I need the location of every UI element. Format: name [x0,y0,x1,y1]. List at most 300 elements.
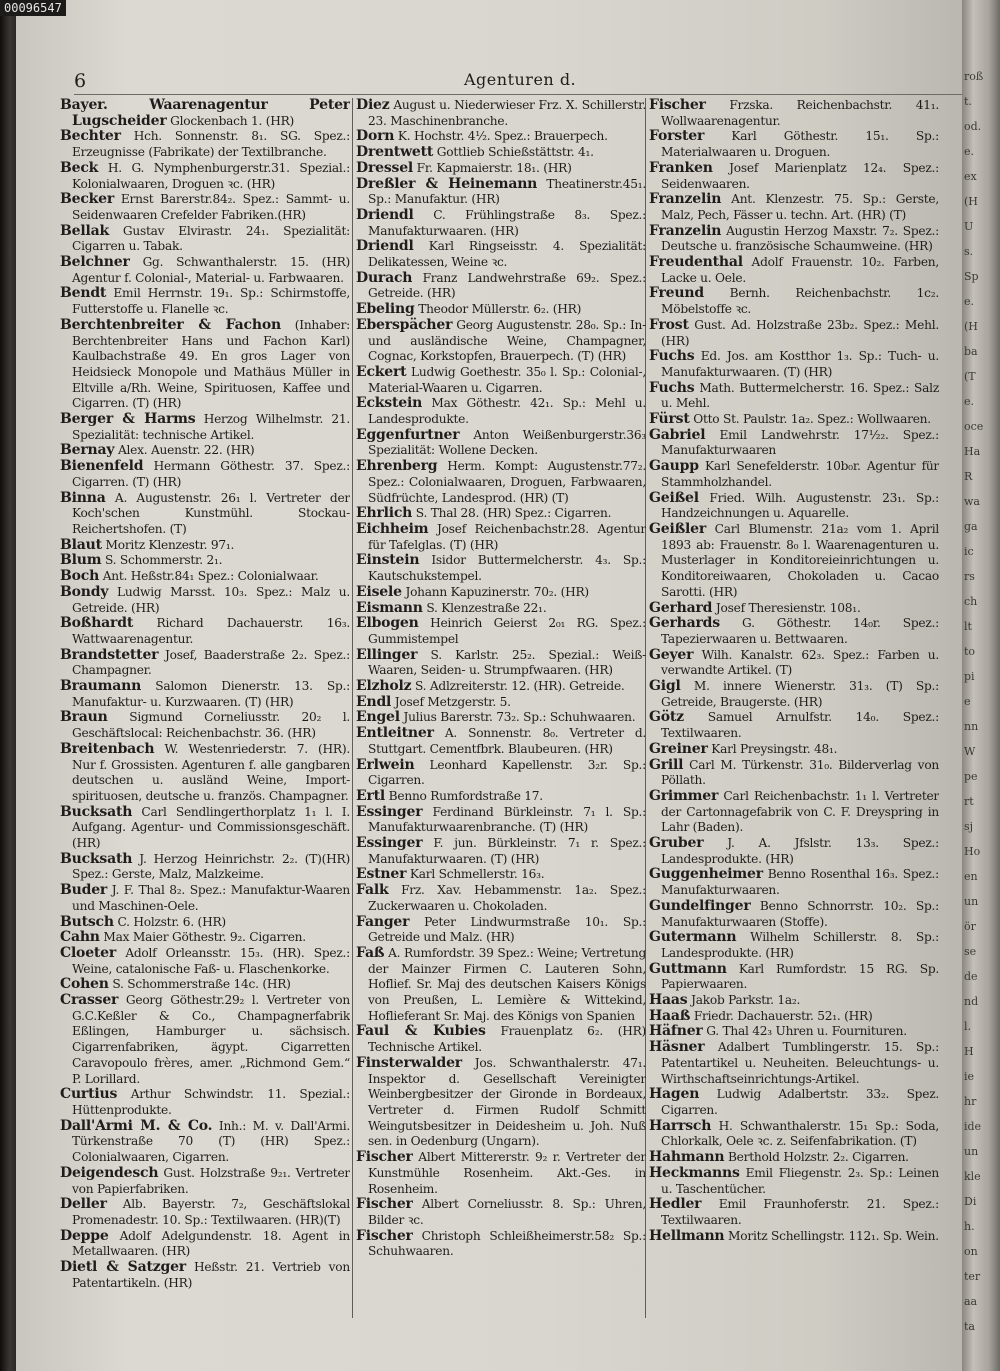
directory-entry [60,1197,350,1228]
facing-page-fragment: od. [964,120,982,133]
entry-name: Durach [356,269,413,286]
entry-details: H. Schwanthalerstr. 15₁ Sp.: Soda, Chlorkalk, Oele ꝛc. z. Seifenfabrikation. (T) [661,1118,939,1149]
directory-entry [649,286,939,317]
entry-details: Adolf Orleansstr. 15₃. (HR). Spez.: Weine, catalonische Faß- u. Flaschenkorke. [72,945,350,976]
entry-name: Grimmer [649,787,719,804]
entry-details: Frauenplatz 6₂. (HR) Technische Artikel. [368,1024,646,1055]
directory-entry [60,538,350,554]
directory-entry [649,899,939,930]
directory-entry [649,192,939,223]
facing-page-fragment: e [964,695,971,708]
facing-page-fragment: nd [964,995,979,1008]
entry-name: Haas [649,992,688,1009]
entry-details: Karl Schmellerstr. 16₃. [409,867,545,882]
entry-details: Karl Rumfordstr. 15 RG. Sp. Papierwaaren. [661,961,939,992]
directory-entry [60,286,350,317]
directory-entry [649,993,939,1009]
directory-entry [356,946,646,1025]
facing-page-fragment: lt [964,620,972,633]
facing-page-fragment: ie [964,1070,975,1083]
entry-name: Fuchs [649,379,695,396]
facing-page-fragment: hr [964,1095,977,1108]
facing-page-fragment: ör [964,920,976,933]
entry-details: Emil Fliegenstr. 2₃. Sp.: Leinen u. Taschentücher. [661,1165,939,1196]
entry-name: Elzholz [356,678,412,695]
entry-name: Bondy [60,583,109,600]
entry-name: Endl [356,693,392,710]
entry-name: Deppe [60,1227,109,1244]
directory-entry [649,412,939,428]
entry-name: Ehrenberg [356,458,438,475]
directory-entry [356,867,646,883]
directory-entry [649,1119,939,1150]
entry-details: August u. Niederwieser Frz. X. Schillerstr. 23. Maschinenbranche. [368,98,646,128]
entry-name: Hedler [649,1196,702,1213]
entry-details: Moritz Klenzestr. 97₁. [105,537,235,552]
entry-details: Samuel Arnulfstr. 14₀. Spez.: Textilwaaren. [661,710,939,741]
entry-details: Josef Theresienstr. 108₁. [715,600,861,615]
directory-entry [649,758,939,789]
facing-page-fragment: oce [964,420,984,433]
directory-entry [60,946,350,977]
entry-details: Richard Dachauerstr. 16₃. Wattwaarenagentur. [72,616,350,646]
directory-entry [649,1087,939,1118]
directory-entry [356,616,646,647]
entry-name: Boßhardt [60,615,134,632]
entry-name: Franzelin [649,191,722,208]
directory-entry [649,1197,939,1228]
directory-entry [356,585,646,601]
entry-name: Braun [60,709,108,726]
entry-name: Breitenbach [60,740,155,757]
entry-name: Dreßler & Heinemann [356,175,538,192]
entry-name: Ehrlich [356,505,413,522]
entry-details: Frz. Xav. Hebammenstr. 1a₂. Spez.: Zuckerwaaren u. Chokoladen. [368,883,646,913]
directory-entry [60,1087,350,1118]
directory-entry [649,491,939,522]
entry-name: Eckstein [356,395,423,412]
entry-name: Grill [649,756,684,773]
directory-entry [356,805,646,836]
entry-details: J. A. Jfslstr. 13₃. Spez.: Landesprodukte. (HR) [661,836,939,866]
entry-details: Jakob Parkstr. 1a₂. [691,993,801,1008]
entry-name: Götz [649,709,684,726]
entry-name: Guggenheimer [649,866,763,883]
facing-page-fragment: aa [964,1295,978,1308]
directory-entry [356,365,646,396]
entry-details: Herm. Kompt: Augustenstr.77₂. Spez.: Colonialwaaren, Droguen, Farbwaaren, Südfrüchte, Landesprod. (HR) (T) [368,459,646,505]
directory-entry [60,805,350,852]
entry-details: Ludwig Marsst. 10₃. Spez.: Malz u. Getreide. (HR) [72,584,350,615]
directory-entry [60,585,350,616]
directory-entry [649,255,939,286]
entry-details: A. Sonnenstr. 8₀. Vertreter d. Stuttgart. Cementfbrk. Blaubeuren. (HR) [368,726,646,756]
entry-details: Ernst Barerstr.84₂. Spez.: Sammt- u. Seidenwaaren Crefelder Fabriken.(HR) [72,192,350,222]
facing-page-fragment: pe [964,770,978,783]
entry-name: Gigl [649,678,681,695]
directory-entry [356,695,646,711]
entry-name: Gabriel [649,426,706,443]
facing-page-fragment: nn [964,720,979,733]
entry-details: S. Karlstr. 25₂. Spezial.: Weiß-Waaren, Seiden- u. Strumpfwaaren. (HR) [368,647,646,678]
entry-name: Diez [356,98,390,113]
entry-details: Moritz Schellingstr. 112₁. Sp. Wein. [728,1228,939,1243]
entry-name: Hahmann [649,1149,725,1166]
facing-page-fragment: rs [964,570,975,583]
facing-page-fragment: H [964,1045,974,1058]
directory-entry [356,302,646,318]
facing-page-fragment: to [964,645,976,658]
entry-name: Ebeling [356,301,415,318]
directory-entry [60,977,350,993]
facing-page-fragment: Ho [964,845,981,858]
facing-page-fragment: wa [964,495,980,508]
directory-entry [649,836,939,867]
facing-page-fragment: ba [964,345,978,358]
directory-entry [60,569,350,585]
directory-entry [649,318,939,349]
entry-details: Benno Schnorrstr. 10₂. Sp.: Manufakturwaaren (Stoffe). [661,898,939,929]
directory-entry [649,98,939,129]
facing-page-fragment: ch [964,595,978,608]
entry-name: Gruber [649,835,704,852]
entry-details: Ludwig Adalbertstr. 33₂. Spez. Cigarren. [661,1087,939,1117]
facing-page-fragment: s. [964,245,974,258]
entry-name: Dietl & Satzger [60,1259,186,1276]
entry-name: Fischer [356,1196,413,1213]
entry-details: Benno Rosenthal 16₃. Spez.: Manufakturwaaren. [661,867,939,898]
directory-entry [356,129,646,145]
entry-name: Franken [649,159,713,176]
entry-name: Gerhard [649,599,713,616]
entry-details: G. Thal 42₃ Uhren u. Fournituren. [706,1024,907,1039]
entry-name: Binna [60,489,106,506]
entry-name: Belchner [60,254,130,271]
entry-name: Estner [356,866,407,883]
entry-name: Driendl [356,206,414,223]
entry-details: W. Westenriederstr. 7. (HR). Nur f. Grossisten. Agenturen f. alle gangbaren deutschen u. ausländ Weine, Import-spirituosen, deutsche u. französ. Champagner. [72,741,350,803]
directory-entry [356,1024,646,1055]
directory-entry [356,1229,646,1260]
directory-entry [60,852,350,883]
entry-details: (Inhaber: Berchtenbreiter Hans und Fachon Karl) Kaulbachstraße 49. En gros Lager von Heidsieck Monopole und Mathäus Müller in Eltville a/Rh. Weine, Spirituosen, Kaffee und Cigarren. (T) (HR) [72,317,350,411]
directory-entry [356,161,646,177]
entry-name: Eggenfurtner [356,426,460,443]
entry-name: Blaut [60,536,102,553]
entry-name: Geißler [649,520,707,537]
directory-entry [356,710,646,726]
entry-name: Falk [356,882,389,899]
entry-name: Bellak [60,222,109,239]
entry-details: Heßstr. 21. Vertrieb von Patentartikeln. (HR) [72,1260,350,1290]
facing-page-fragment: ga [964,520,978,533]
entry-details: Albert Corneliusstr. 8. Sp.: Uhren, Bilder ꝛc. [368,1197,646,1227]
column-divider [352,98,353,1318]
facing-page-fragment: (H [964,195,978,208]
directory-entry [60,1260,350,1291]
entry-details: Carl Reichenbachstr. 1₁ l. Vertreter der Cartonnagefabrik von C. F. Dreyspring in Lahr (Baden). [661,788,939,835]
entry-name: Fürst [649,411,690,428]
entry-name: Berchtenbreiter & Fachon [60,316,281,333]
facing-page-fragment: e. [964,145,975,158]
directory-entry [60,129,350,160]
entry-name: Curtius [60,1086,118,1103]
entry-details: J. Herzog Heinrichstr. 2₂. (T)(HR) Spez.: Gerste, Malz, Malzkeime. [72,851,350,882]
directory-entry [356,679,646,695]
directory-entry [60,443,350,459]
directory-entry [60,1119,350,1166]
directory-entry [649,679,939,710]
next-page-edge [962,0,1000,1371]
running-head: Agenturen d. [464,70,577,89]
facing-page-fragment: e. [964,295,975,308]
entry-details: Augustin Herzog Maxstr. 7₂. Spez.: Deutsche u. französische Schaumweine. (HR) [661,223,939,254]
entry-name: Eckert [356,363,407,380]
entry-name: Finsterwalder [356,1054,462,1071]
directory-entry [356,1150,646,1197]
entry-details: Franz Landwehrstraße 69₂. Spez.: Getreide. (HR) [368,270,646,301]
entry-name: Dressel [356,159,414,176]
facing-page-fragment: de [964,970,978,983]
directory-entry [356,883,646,914]
entry-details: H. G. Nymphenburgerstr.31. Spezial.: Kolonialwaaren, Droguen ꝛc. (HR) [72,160,350,191]
facing-page-fragment: en [964,870,978,883]
directory-entry [649,459,939,490]
entry-details: Gottlieb Schießstättstr. 4₁. [436,145,594,160]
entry-details: Isidor Buttermelcherstr. 4₃. Sp.: Kautschukstempel. [368,553,646,584]
entry-details: Wilhelm Schillerstr. 8. Sp.: Landesprodukte. (HR) [661,930,939,960]
facing-page-fragment: ex [964,170,977,183]
directory-entry [649,1040,939,1087]
facing-page-fragment: Sp [964,270,979,283]
entry-name: Hellmann [649,1227,725,1244]
directory-entry [649,742,939,758]
entry-name: Gundelfinger [649,897,751,914]
entry-details: Herzog Wilhelmstr. 21. Spezialität: technische Artikel. [72,412,350,442]
entry-details: Hermann Göthestr. 37. Spez.: Cigarren. (T) (HR) [72,459,350,489]
entry-name: Guttmann [649,960,727,977]
directory-entry [649,616,939,647]
directory-entry [649,381,939,412]
entry-name: Fischer [356,1149,413,1166]
entry-details: Julius Barerstr. 73₂. Sp.: Schuhwaaren. [403,710,636,725]
entry-name: Entleitner [356,725,434,742]
entry-name: Blum [60,552,102,569]
entry-details: Josef Marienplatz 12₄. Spez.: Seidenwaaren. [661,160,939,191]
entry-name: Haaß [649,1007,691,1024]
directory-entry [60,679,350,710]
entry-name: Häsner [649,1039,705,1056]
facing-page-fragment: e. [964,395,975,408]
entry-name: Essinger [356,803,423,820]
entry-details: Christoph Schleißheimerstr.58₂ Sp.: Schuhwaaren. [368,1228,646,1259]
entry-details: Karl Senefelderstr. 10b₀r. Agentur für Stammholzhandel. [661,459,939,489]
entry-details: G. Göthestr. 14₀r. Spez.: Tapezierwaaren u. Bettwaaren. [661,616,939,646]
directory-entry [356,239,646,270]
entry-name: Fischer [356,1227,413,1244]
entry-name: Franzelin [649,222,722,239]
entry-details: Theatinerstr.45₁. Sp.: Manufaktur. (HR) [368,176,646,207]
entry-details: Friedr. Dachauerstr. 52₁. (HR) [693,1008,873,1023]
entry-details: Anton Weißenburgerstr.36₃ Spezialität: Wollene Decken. [368,427,646,458]
entry-name: Braumann [60,678,142,695]
facing-page-fragment: un [964,1145,979,1158]
directory-entry [356,1056,646,1150]
directory-entry [649,1009,939,1025]
entry-details: Adolf Adelgundenstr. 18. Agent in Metallwaaren. (HR) [72,1228,350,1259]
entry-details: Arthur Schwindstr. 11. Spezial.: Hüttenprodukte. [72,1087,350,1117]
entry-details: Max Göthestr. 42₁. Sp.: Mehl u. Landesprodukte. [368,396,646,427]
directory-entry [649,710,939,741]
directory-entry [649,930,939,961]
entry-name: Essinger [356,835,423,852]
facing-page-fragment: W [964,745,976,758]
directory-entry [356,648,646,679]
entry-name: Brandstetter [60,646,159,663]
entry-details: Gust. Ad. Holzstraße 23b₂. Spez.: Mehl. (HR) [661,317,939,348]
directory-entry [356,522,646,553]
directory-entry [356,428,646,459]
entry-details: Georg Göthestr.29₂ l. Vertreter von G.C.Keßler & Co., Champagnerfabrik Eßlingen, Hamburger u. sächsisch. Cigarrenfabriken, ägypt. Cigarretten Caravopoulo frères, amer. „Richmond Gem.“ P. Lorillard. [72,993,350,1086]
entry-name: Fuchs [649,348,695,365]
entry-name: Deller [60,1196,107,1213]
directory-entry [60,883,350,914]
entry-name: Fanger [356,913,410,930]
facing-page-fragment: rt [964,795,974,808]
directory-entry [60,161,350,192]
entry-details: Carl Blumenstr. 21a₂ vom 1. April 1893 ab: Frauenstr. 8₀ l. Waarenagenturen u. Musterlager in Konditoreieinrichtungen u. Konditoreiwaaren, Chokoladen u. Cacao Sarotti. (HR) [661,521,939,599]
directory-entry [60,648,350,679]
entry-details: Max Maier Göthestr. 9₂. Cigarren. [103,930,306,945]
entry-details: Benno Rumfordstraße 17. [388,788,543,803]
directory-entry [356,553,646,584]
entry-name: Heckmanns [649,1164,740,1181]
directory-entry [60,915,350,931]
entry-name: Eichheim [356,520,429,537]
entry-name: Bucksath [60,803,133,820]
entry-name: Eisele [356,583,402,600]
entry-details: Sigmund Corneliusstr. 20₂ l. Geschäftslocal: Reichenbachstr. 36. (HR) [72,710,350,741]
entry-details: Bernh. Reichenbachstr. 1c₂. Möbelstoffe ꝛc. [661,286,939,317]
entry-details: Gustav Elvirastr. 24₁. Spezialität: Cigarren u. Tabak. [72,223,350,254]
facing-page-fragment: un [964,895,979,908]
facing-page-fragment: ta [964,1320,975,1333]
directory-entry [356,1197,646,1228]
entry-name: Eismann [356,599,423,616]
entry-details: Frzska. Reichenbachstr. 41₁. Wollwaarenagentur. [661,98,939,128]
entry-details: Adolf Frauenstr. 10₂. Farben, Lacke u. Oele. [661,255,939,285]
entry-name: Deigendesch [60,1164,159,1181]
entry-details: Ferdinand Bürkleinstr. 7₁ l. Sp.: Manufakturwaarenbranche. (T) (HR) [368,804,646,835]
entry-name: Crasser [60,992,119,1009]
entry-name: Boch [60,568,100,585]
entry-details: Ant. Klenzestr. 75. Sp.: Gerste, Malz, Pech, Fässer u. techn. Art. (HR) (T) [661,192,939,222]
entry-name: Cohen [60,976,109,993]
entry-name: Cloeter [60,944,117,961]
directory-entry [649,648,939,679]
entry-name: Engel [356,709,400,726]
entry-details: Gg. Schwanthalerstr. 15. (HR) Agentur f. Colonial-, Material- u. Farbwaaren. [72,255,350,285]
directory-entry [356,506,646,522]
entry-details: Alb. Bayerstr. 7₂, Geschäftslokal Promenadestr. 10. Sp.: Textilwaaren. (HR)(T) [72,1197,350,1227]
entry-details: S. Schommerstr. 2₁. [104,553,223,568]
directory-entry [60,459,350,490]
facing-page-fragment: Ha [964,445,981,458]
entry-details: Ant. Heßstr.84₁ Spez.: Colonialwaar. [102,569,319,584]
entry-details: Ludwig Goethestr. 35₀ l. Sp.: Colonial-, Material-Waaren u. Cigarren. [368,364,646,395]
entry-name: Frost [649,316,689,333]
directory-entry [649,1024,939,1040]
directory-entry [356,789,646,805]
directory-entry [356,98,646,129]
entry-name: Einstein [356,552,420,569]
entry-name: Bayer. Waarenagentur Peter Lugscheider [60,98,350,129]
entry-details: Emil Fraunhoferstr. 21. Spez.: Textilwaaren. [661,1197,939,1227]
entry-name: Buder [60,882,108,899]
entry-details: C. Frühlingstraße 8₃. Spez.: Manufakturwaaren. (HR) [368,207,646,238]
directory-entry [649,224,939,255]
directory-entry [649,1166,939,1197]
directory-entry [356,208,646,239]
entry-details: S. Thal 28. (HR) Spez.: Cigarren. [415,506,612,521]
entry-name: Freudenthal [649,254,743,271]
entry-name: Cahn [60,929,100,946]
entry-details: Hch. Sonnenstr. 8₁. SG. Spez.: Erzeugnisse (Fabrikate) der Textilbranche. [72,129,350,160]
facing-page-fragment: l. [964,1020,972,1033]
directory-entry [649,428,939,459]
entry-name: Häfner [649,1023,703,1040]
entry-name: Bienenfeld [60,458,144,475]
facing-page-fragment: ic [964,545,974,558]
directory-entry [60,255,350,286]
directory-entry [356,177,646,208]
directory-entry [356,758,646,789]
directory-entry [649,522,939,601]
entry-details: Fr. Kapmaierstr. 18₁. (HR) [416,160,572,175]
entry-details: Salomon Dienerstr. 13. Sp.: Manufaktur- u. Kurzwaaren. (T) (HR) [72,679,350,709]
directory-entry [649,962,939,993]
directory-column-3 [649,98,939,1363]
directory-entry [60,616,350,647]
facing-page-fragment: t. [964,95,972,108]
directory-entry [356,271,646,302]
directory-entry [356,318,646,365]
binding-edge [0,0,16,1371]
entry-details: Theodor Müllerstr. 6₂. (HR) [418,302,582,317]
directory-entry [356,145,646,161]
facing-page-fragment: sj [964,820,974,833]
entry-name: Driendl [356,238,414,255]
directory-entry [60,318,350,412]
directory-column-1 [60,98,350,1363]
entry-details: S. Klenzestraße 22₁. [426,600,547,615]
facing-page-fragment: R [964,470,973,483]
directory-entry [649,601,939,617]
directory-entry [649,349,939,380]
entry-name: Forster [649,128,705,145]
directory-entry [60,491,350,538]
facing-page-fragment: ide [964,1120,982,1133]
facing-page-fragment: U [964,220,974,233]
entry-name: Gerhards [649,615,720,632]
entry-name: Eberspächer [356,316,453,333]
entry-name: Drentwett [356,144,434,161]
entry-details: Josef Metzgerstr. 5. [394,694,511,709]
page-number: 6 [74,70,87,92]
entry-name: Butsch [60,913,114,930]
entry-details: Josef Reichenbachstr.28. Agentur für Tafelglas. (T) (HR) [368,521,646,552]
directory-entry [60,1166,350,1197]
